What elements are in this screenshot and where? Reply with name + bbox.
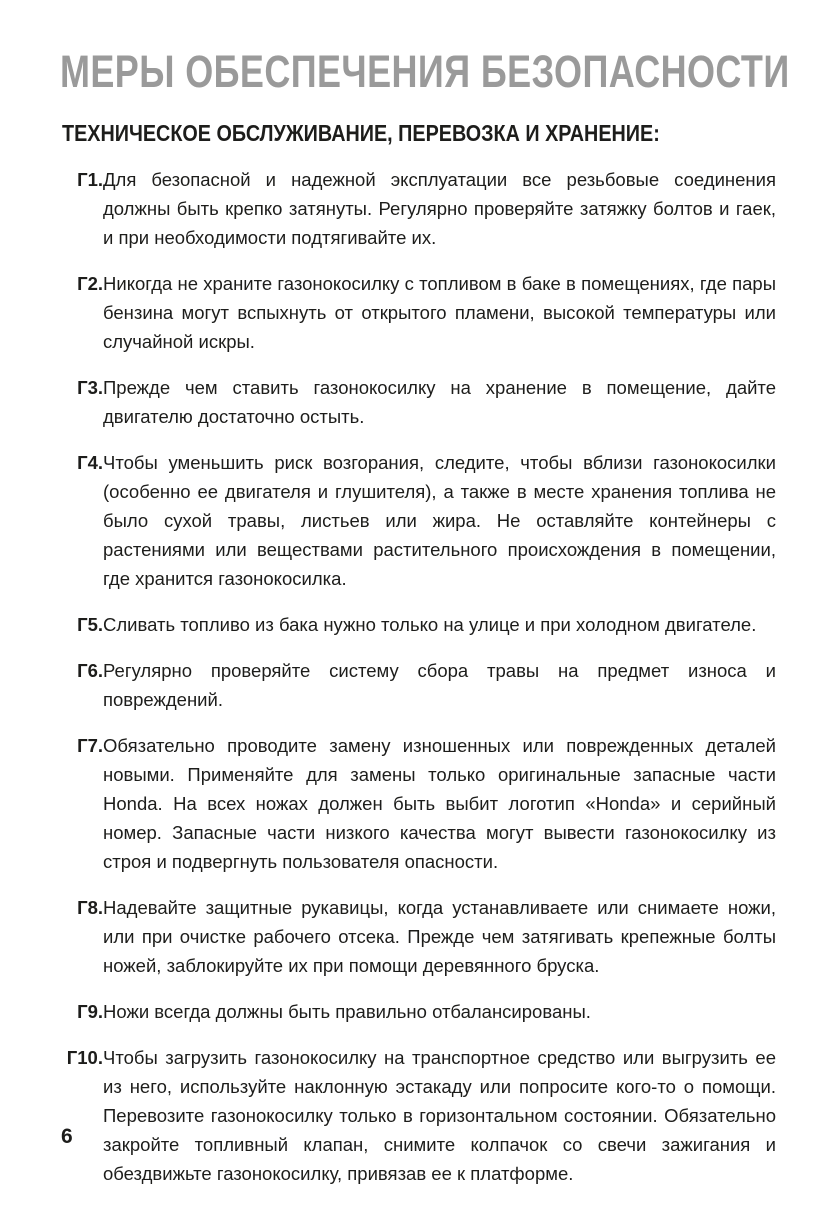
item-text: Ножи всегда должны быть правильно отбалансированы. <box>103 1001 591 1022</box>
item-number: Г4. <box>77 452 103 473</box>
item-text: Надевайте защитные рукавицы, когда устанавливаете или снимаете ножи, или при очистке рабочего отсека. Прежде чем затягивать крепежные болты ножей, заблокируйте их при помощи деревянного бруска. <box>103 897 776 976</box>
list-item <box>0 731 839 876</box>
list-item <box>0 373 839 431</box>
item-text: Чтобы уменьшить риск возгорания, следите, чтобы вблизи газонокосилки (особенно ее двигателя и глушителя), а также в месте хранения топлива не было сухой травы, листьев или жира. Не оставляйте контейнеры с растениями или веществами растительного происхождения в помещении, где хранится газонокосилка. <box>103 452 776 589</box>
item-number: Г2. <box>77 273 103 294</box>
list-item <box>0 893 839 980</box>
list-item <box>0 1043 839 1188</box>
safety-items-list <box>0 165 839 1205</box>
list-item <box>0 269 839 356</box>
item-text: Чтобы загрузить газонокосилку на транспортное средство или выгрузить ее из него, используйте наклонную эстакаду или попросите кого-то о помощи. Перевозите газонокосилку только в горизонтальном состоянии. Обязательно закройте топливный клапан, снимите колпачок со свечи зажигания и обездвижьте газонокосилку, привязав ее к платформе. <box>103 1047 776 1184</box>
section-heading: ТЕХНИЧЕСКОЕ ОБСЛУЖИВАНИЕ, ПЕРЕВОЗКА И ХРАНЕНИЕ: <box>62 120 660 146</box>
item-number: Г8. <box>77 897 103 918</box>
item-number: Г5. <box>77 614 103 635</box>
item-number: Г1. <box>77 169 103 190</box>
list-item <box>0 448 839 593</box>
item-number: Г7. <box>77 735 103 756</box>
item-number: Г3. <box>77 377 103 398</box>
item-text: Для безопасной и надежной эксплуатации все резьбовые соединения должны быть крепко затянуты. Регулярно проверяйте затяжку болтов и гаек, и при необходимости подтягивайте их. <box>103 169 776 248</box>
item-text: Сливать топливо из бака нужно только на улице и при холодном двигателе. <box>103 614 757 635</box>
list-item <box>0 610 839 639</box>
item-number: Г6. <box>77 660 103 681</box>
item-text: Прежде чем ставить газонокосилку на хранение в помещение, дайте двигателю достаточно остыть. <box>103 377 776 427</box>
item-number: Г10. <box>66 1047 103 1068</box>
item-text: Регулярно проверяйте систему сбора травы на предмет износа и повреждений. <box>103 660 776 710</box>
item-text: Обязательно проводите замену изношенных или поврежденных деталей новыми. Применяйте для замены только оригинальные запасные части Honda. На всех ножах должен быть выбит логотип «Honda» и серийный номер. Запасные части низкого качества могут вывести газонокосилку из строя и подвергнуть пользователя опасности. <box>103 735 776 872</box>
item-text: Никогда не храните газонокосилку с топливом в баке в помещениях, где пары бензина могут вспыхнуть от открытого пламени, высокой температуры или случайной искры. <box>103 273 776 352</box>
list-item <box>0 997 839 1026</box>
list-item <box>0 656 839 714</box>
page-title: МЕРЫ ОБЕСПЕЧЕНИЯ БЕЗОПАСНОСТИ <box>60 46 790 97</box>
list-item <box>0 165 839 252</box>
item-number: Г9. <box>77 1001 103 1022</box>
page-number: 6 <box>61 1125 73 1148</box>
